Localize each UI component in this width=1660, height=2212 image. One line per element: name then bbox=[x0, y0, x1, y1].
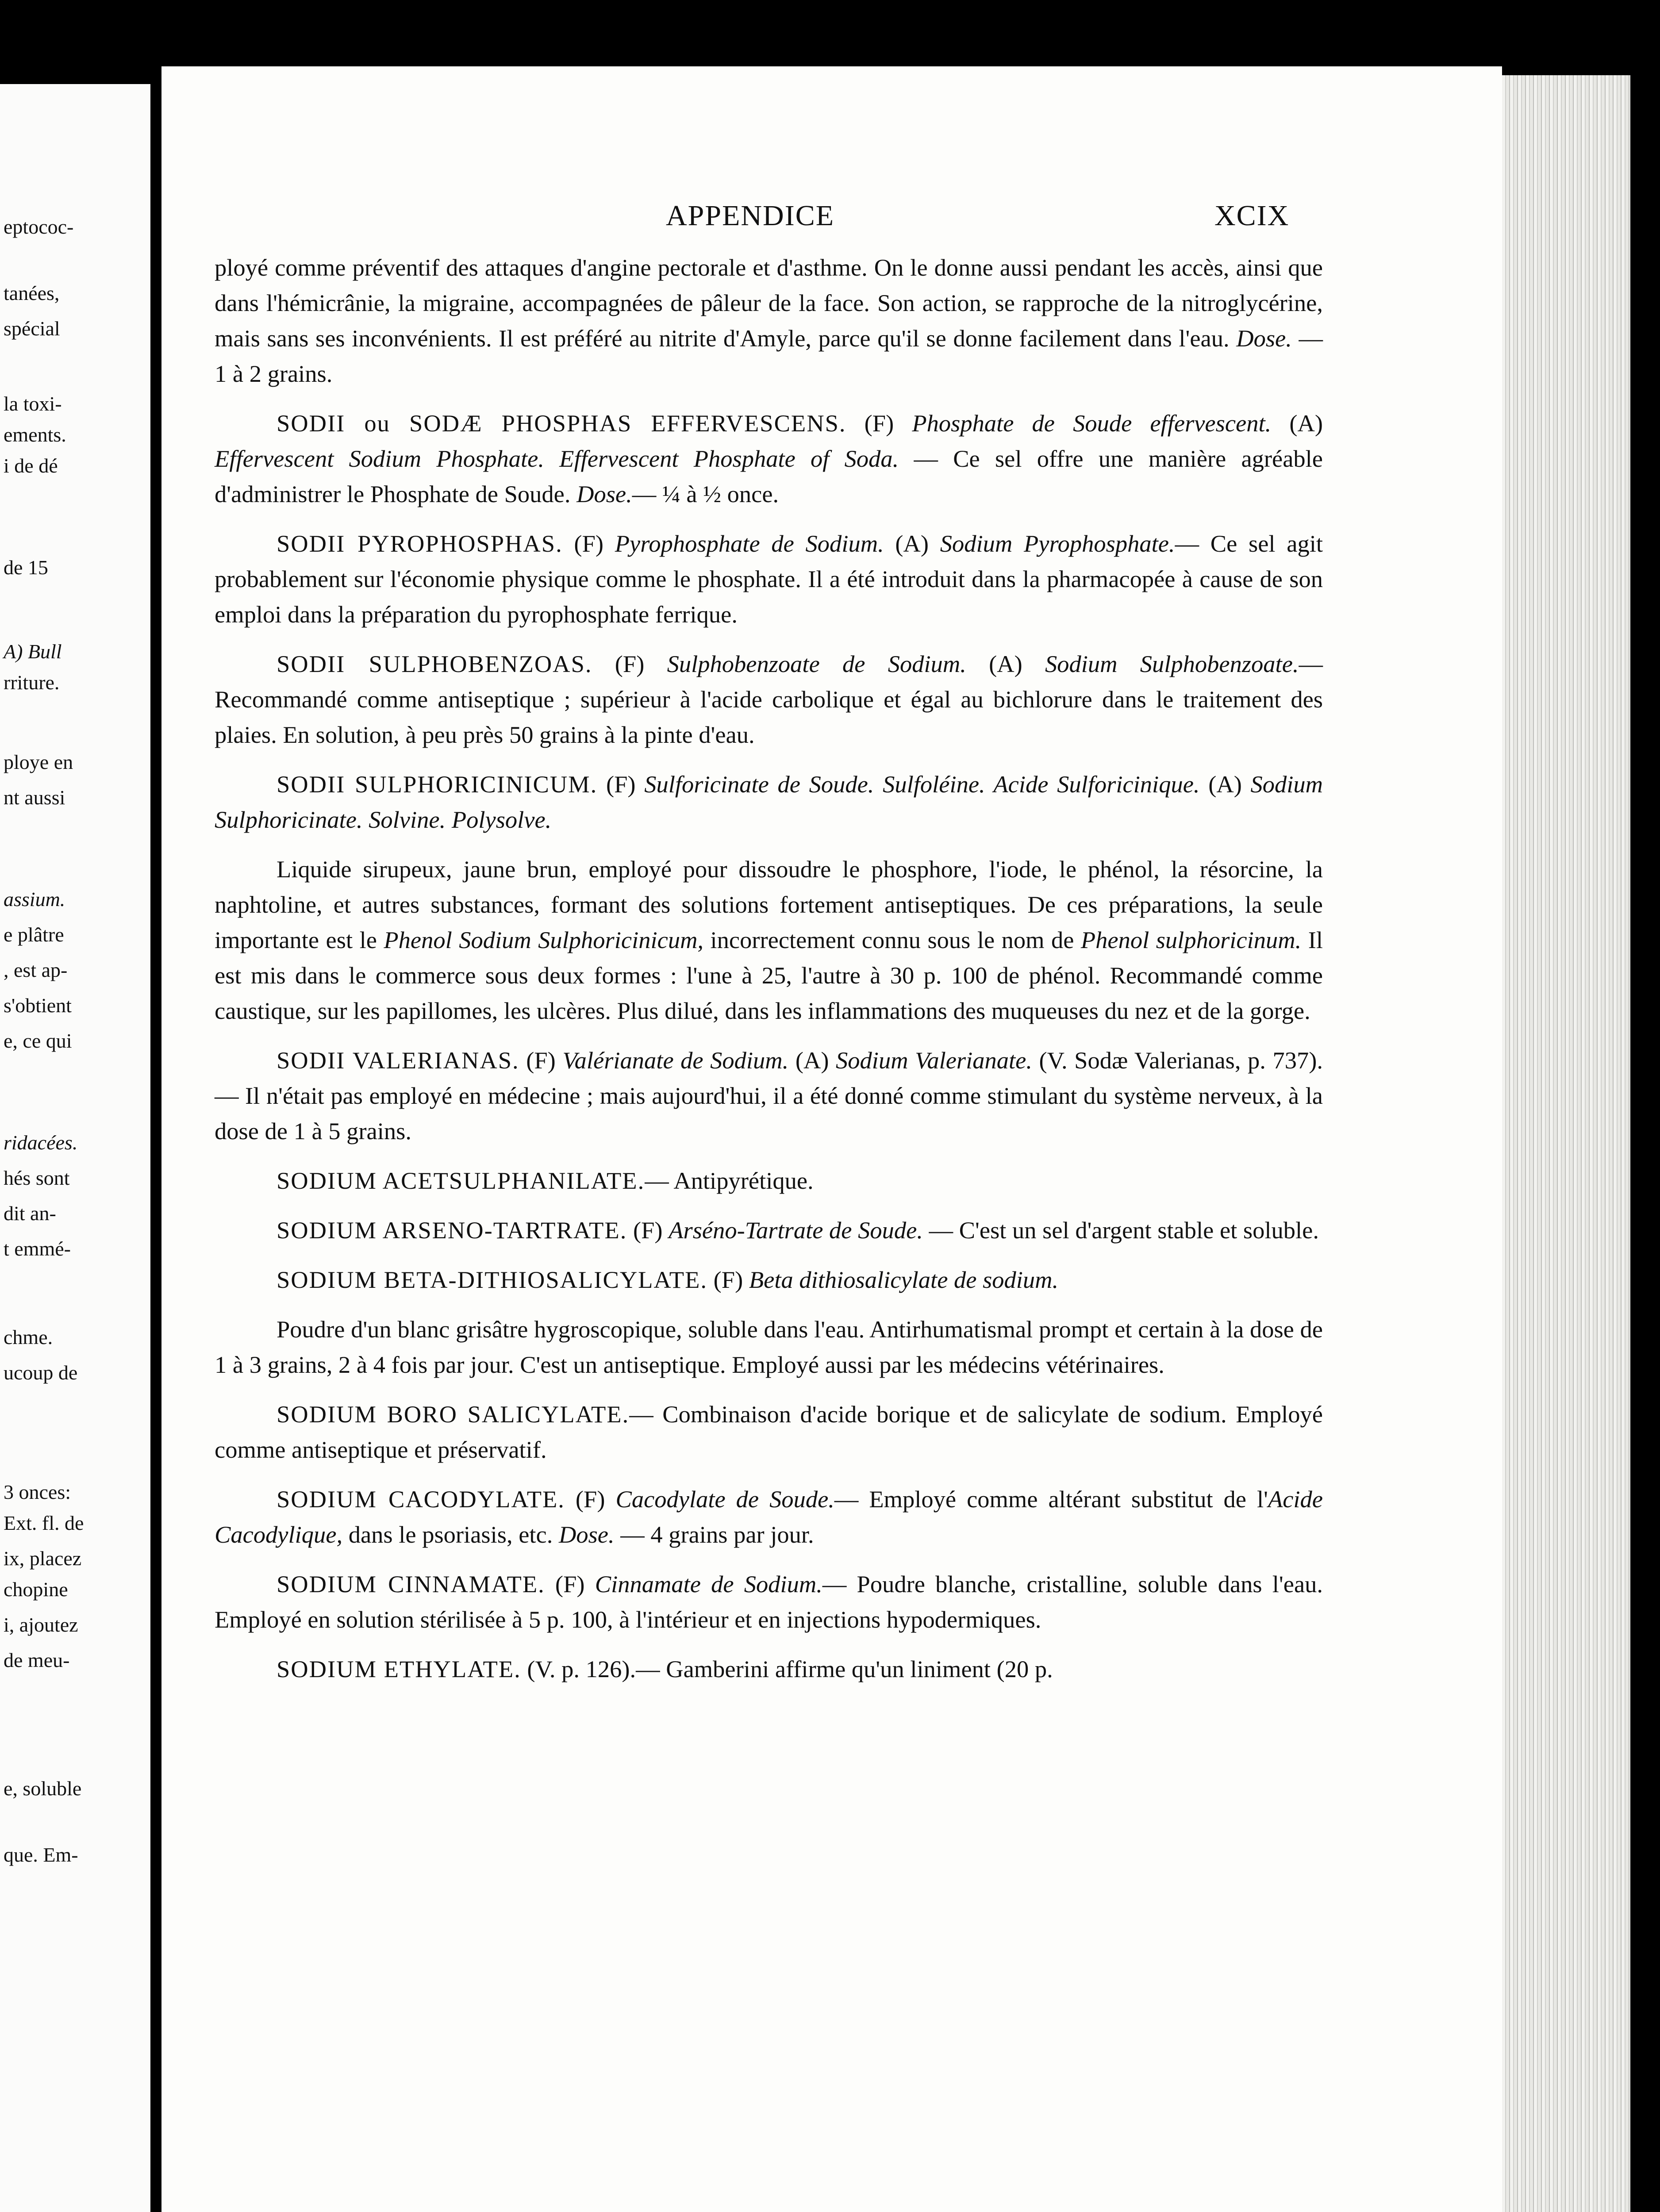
dictionary-entry bbox=[215, 1397, 1323, 1467]
dictionary-entry bbox=[215, 1262, 1323, 1298]
text-run: (F) bbox=[627, 1217, 669, 1244]
margin-fragment: eptococ- bbox=[4, 215, 74, 238]
entry-headword: SODIUM ARSENO-TARTRATE. bbox=[277, 1217, 627, 1244]
margin-fragment: de meu- bbox=[4, 1649, 70, 1671]
margin-fragment: assium. bbox=[4, 888, 65, 910]
entry-headword: SODII ou SODÆ PHOSPHAS EFFERVESCENS. bbox=[277, 410, 846, 437]
entry-headword: SODIUM CINNAMATE. bbox=[277, 1571, 545, 1598]
italic-text: Valérianate de Sodium. bbox=[562, 1047, 789, 1074]
margin-fragment: chopine bbox=[4, 1578, 68, 1601]
text-run: (F) bbox=[592, 650, 667, 677]
dictionary-entry bbox=[215, 406, 1323, 512]
text-run: (V. p. 126).— Gamberini affirme qu'un liniment (20 p. bbox=[521, 1655, 1053, 1682]
page-number: XCIX bbox=[1214, 200, 1290, 232]
text-run: (A) bbox=[966, 650, 1045, 677]
margin-fragment: chme. bbox=[4, 1326, 53, 1348]
entry-headword: SODIUM ACETSULPHANILATE. bbox=[277, 1167, 645, 1194]
book-page bbox=[161, 66, 1502, 2212]
italic-text: Sulforicinate de Soude. Sulfoléine. Acide Sulforicinique. bbox=[644, 771, 1200, 798]
entry-headword: SODII PYROPHOSPHAS. bbox=[277, 530, 563, 557]
text-run: — Recommandé comme antiseptique ; supérieur à l'acide carbolique et égal au bichlorure dans le traitement des plaies. En solution, à peu près 50 grains à la pinte d'eau. bbox=[215, 650, 1323, 748]
text-run: — Antipyrétique. bbox=[645, 1167, 814, 1194]
margin-fragment: , est ap- bbox=[4, 959, 68, 981]
margin-fragment: que. Em- bbox=[4, 1843, 78, 1866]
italic-text: Dose. bbox=[576, 480, 632, 507]
margin-fragment: ix, placez bbox=[4, 1547, 82, 1570]
entry-headword: SODIUM CACODYLATE. bbox=[277, 1486, 565, 1513]
italic-text: Effervescent Sodium Phosphate. Effervescent Phosphate of Soda. bbox=[215, 445, 899, 472]
text-run: (F) bbox=[597, 771, 645, 798]
text-run: (F) bbox=[565, 1486, 616, 1513]
text-run: — C'est un sel d'argent stable et soluble. bbox=[922, 1217, 1319, 1244]
italic-text: Cacodylate de Soude. bbox=[615, 1486, 834, 1513]
italic-text: Pyrophosphate de Sodium. bbox=[615, 530, 884, 557]
margin-fragment: e plâtre bbox=[4, 923, 64, 946]
dictionary-entry bbox=[215, 1043, 1323, 1149]
margin-fragment: 3 onces: bbox=[4, 1481, 71, 1503]
italic-text: Beta dithiosalicylate de sodium. bbox=[749, 1266, 1059, 1293]
margin-fragment: e, ce qui bbox=[4, 1029, 72, 1052]
entry-headword: SODIUM BETA-DITHIOSALICYLATE. bbox=[277, 1266, 707, 1293]
text-run: dans le psoriasis, etc. bbox=[342, 1521, 559, 1548]
margin-fragment: ridacées. bbox=[4, 1131, 78, 1154]
italic-text: Sodium Valerianate. bbox=[836, 1047, 1032, 1074]
text-run: — Ce sel offre une manière agréable d'administrer le Phosphate de Soude. bbox=[215, 445, 1323, 507]
page-edges bbox=[1502, 75, 1630, 2212]
text-run: — Combinaison d'acide borique et de salicylate de sodium. Employé comme antiseptique et préservatif. bbox=[215, 1401, 1323, 1463]
text-run: (A) bbox=[1271, 410, 1323, 437]
margin-fragment: hés sont bbox=[4, 1167, 70, 1189]
text-run: Il est mis dans le commerce sous deux formes : l'une à 25, l'autre à 30 p. 100 de phénol. Recommandé comme caustique, sur les papillomes, les ulcères. Plus dilué, dans les inflammations des muqueuses du nez et de la gorge. bbox=[215, 926, 1323, 1024]
dictionary-entry bbox=[215, 1482, 1323, 1552]
text-run: (V. Sodæ Valerianas, p. 737). — Il n'était pas employé en médecine ; mais aujourd'hui, il a été donné comme stimulant du système nerveux, à la dose de 1 à 5 grains. bbox=[215, 1047, 1323, 1144]
text-run: (A) bbox=[1199, 771, 1251, 798]
dictionary-entry bbox=[215, 1651, 1323, 1687]
italic-text: Acide Cacodylique, bbox=[215, 1486, 1323, 1548]
margin-fragment: dit an- bbox=[4, 1202, 56, 1225]
text-run: — Ce sel agit probablement sur l'économie physique comme le phosphate. Il a été introduit dans la pharmacopée à cause de son emploi dans la préparation du pyrophosphate ferrique. bbox=[215, 530, 1323, 628]
text-run: (F) bbox=[519, 1047, 563, 1074]
text-run: (F) bbox=[707, 1266, 749, 1293]
italic-text: Dose. bbox=[558, 1521, 615, 1548]
margin-fragment: la toxi- bbox=[4, 392, 62, 415]
italic-text: Cinnamate de Sodium. bbox=[595, 1571, 822, 1598]
dictionary-entry bbox=[215, 1163, 1323, 1198]
margin-fragment: rriture. bbox=[4, 671, 60, 694]
text-run: (F) bbox=[545, 1571, 595, 1598]
entry-headword: SODIUM BORO SALICYLATE. bbox=[277, 1401, 630, 1428]
body-paragraph bbox=[215, 1312, 1323, 1382]
text-run: ployé comme préventif des attaques d'angine pectorale et d'asthme. On le donne aussi pendant les accès, ainsi que dans l'hémicrânie, la migraine, accompagnées de pâleur de la face. Son action, se rapproche de la nitroglycérine, mais sans ses inconvénients. Il est préféré au nitrite d'Amyle, parce qu'il se donne facilement dans l'eau. bbox=[215, 254, 1323, 352]
dictionary-entry bbox=[215, 526, 1323, 632]
body-paragraph bbox=[215, 250, 1323, 392]
italic-text: Phenol Sodium Sulphoricinicum, bbox=[384, 926, 704, 953]
running-title: APPENDICE bbox=[666, 200, 835, 232]
margin-fragment: t emmé- bbox=[4, 1237, 71, 1260]
text-run: (A) bbox=[884, 530, 940, 557]
text-run: — 1 à 2 grains. bbox=[215, 325, 1323, 387]
running-header bbox=[161, 199, 1502, 234]
text-run: — Poudre blanche, cristalline, soluble dans l'eau. Employé en solution stérilisée à 5 p. 100, à l'intérieur et en injections hypodermiques. bbox=[215, 1571, 1323, 1633]
italic-text: Arséno-Tartrate de Soude. bbox=[669, 1217, 923, 1244]
margin-fragment: tanées, bbox=[4, 282, 60, 304]
margin-fragment: nt aussi bbox=[4, 786, 65, 809]
entry-headword: SODIUM ETHYLATE. bbox=[277, 1655, 521, 1682]
dictionary-entry bbox=[215, 1567, 1323, 1637]
italic-text: Dose. bbox=[1236, 325, 1292, 352]
text-run: (F) bbox=[846, 410, 912, 437]
previous-page-strip bbox=[0, 84, 150, 2212]
margin-fragment: s'obtient bbox=[4, 994, 72, 1017]
text-run: Poudre d'un blanc grisâtre hygroscopique, soluble dans l'eau. Antirhumatismal prompt et certain à la dose de 1 à 3 grains, 2 à 4 fois par jour. C'est un antiseptique. Employé aussi par les médecins vétérinaires. bbox=[215, 1316, 1323, 1378]
entry-headword: SODII VALERIANAS. bbox=[277, 1047, 519, 1074]
entry-headword: SODII SULPHORICINICUM. bbox=[277, 771, 598, 798]
dictionary-entry bbox=[215, 646, 1323, 753]
italic-text: Sodium Pyrophosphate. bbox=[940, 530, 1175, 557]
margin-fragment: ploye en bbox=[4, 751, 73, 773]
italic-text: Sulphobenzoate de Sodium. bbox=[667, 650, 966, 677]
book-gutter bbox=[150, 66, 161, 2212]
margin-fragment: ements. bbox=[4, 423, 66, 446]
italic-text: Sodium Sulphoricinate. Solvine. Polysolve. bbox=[215, 771, 1323, 833]
text-run: — 4 grains par jour. bbox=[614, 1521, 814, 1548]
margin-fragment: e, soluble bbox=[4, 1777, 82, 1800]
margin-fragment: A) Bull bbox=[4, 640, 62, 663]
margin-fragment: Ext. fl. de bbox=[4, 1512, 84, 1534]
text-run: (F) bbox=[562, 530, 615, 557]
margin-fragment: spécial bbox=[4, 317, 60, 340]
page-body bbox=[215, 250, 1323, 1701]
entry-headword: SODII SULPHOBENZOAS. bbox=[277, 650, 592, 677]
margin-fragment: i de dé bbox=[4, 454, 58, 477]
text-run: (A) bbox=[788, 1047, 836, 1074]
margin-fragment: ucoup de bbox=[4, 1361, 78, 1384]
margin-fragment: de 15 bbox=[4, 556, 48, 579]
italic-text: Phenol sulphoricinum. bbox=[1080, 926, 1302, 953]
dictionary-entry bbox=[215, 1213, 1323, 1248]
text-run: — ¼ à ½ once. bbox=[632, 480, 779, 507]
body-paragraph bbox=[215, 852, 1323, 1029]
text-run: incorrectement connu sous le nom de bbox=[703, 926, 1081, 953]
dictionary-entry bbox=[215, 767, 1323, 837]
italic-text: Sodium Sulphobenzoate. bbox=[1045, 650, 1299, 677]
text-run: Liquide sirupeux, jaune brun, employé pour dissoudre le phosphore, l'iode, le phénol, la résorcine, la naphtoline, et autres substances, formant des solutions fortement antiseptiques. De ces préparations, la seule importante est le bbox=[215, 856, 1323, 953]
italic-text: Phosphate de Soude effervescent. bbox=[912, 410, 1272, 437]
margin-fragment: i, ajoutez bbox=[4, 1613, 78, 1636]
text-run: — Employé comme altérant substitut de l' bbox=[834, 1486, 1268, 1513]
